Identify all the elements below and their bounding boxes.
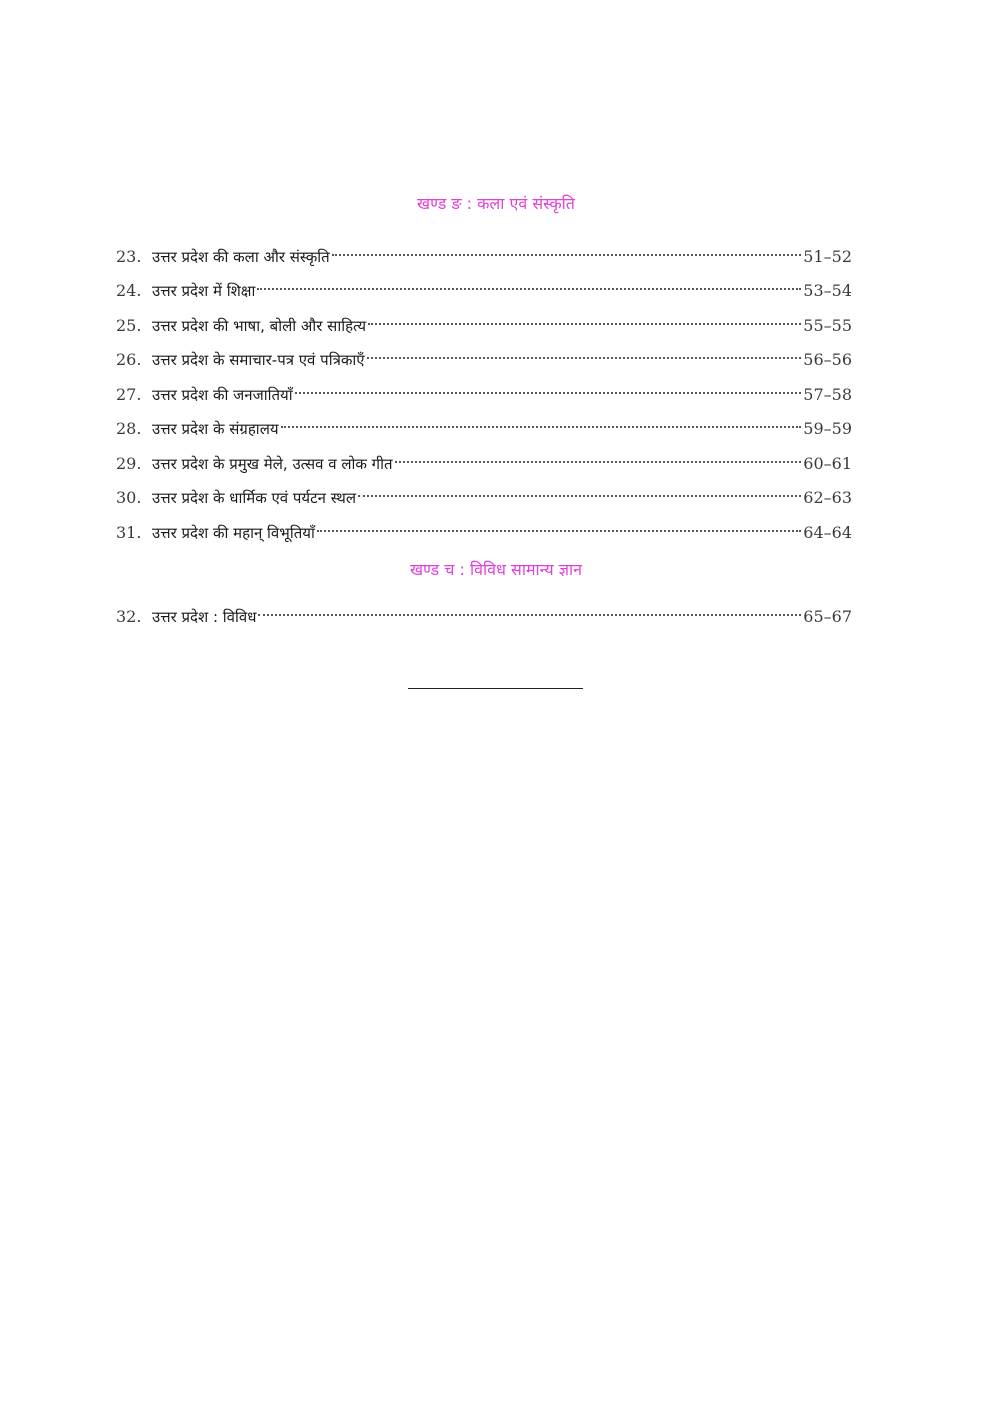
toc-entry-pages: 55–55 [803, 316, 852, 335]
toc-entry [116, 376, 852, 404]
toc-dot-leader [395, 445, 802, 469]
toc-dot-leader [258, 598, 801, 622]
toc-entry-pages: 62–63 [803, 488, 852, 507]
toc-dot-leader [281, 410, 802, 434]
toc-entry-number: 31. [116, 523, 142, 542]
toc-entry-number: 26. [116, 350, 142, 369]
toc-entry-number: 28. [116, 419, 142, 438]
toc-entry-pages: 65–67 [803, 607, 852, 626]
toc-entry [116, 307, 852, 335]
toc-entry-title: उत्तर प्रदेश की भाषा, बोली और साहित्य [152, 317, 367, 335]
toc-entry-pages: 56–56 [803, 350, 852, 369]
toc-entry-title: उत्तर प्रदेश के समाचार-पत्र एवं पत्रिकाएँ [152, 351, 365, 369]
toc-entry [116, 272, 852, 300]
toc-dot-leader [358, 479, 801, 503]
toc-dot-leader [367, 341, 802, 365]
toc-entry-pages: 59–59 [803, 419, 852, 438]
toc-entry-number: 27. [116, 385, 142, 404]
toc-entry-title: उत्तर प्रदेश के धार्मिक एवं पर्यटन स्थल [152, 489, 357, 507]
section-heading-kala-sanskriti: खण्ड ङ : कला एवं संस्कृति [417, 194, 575, 213]
toc-entry-number: 24. [116, 281, 142, 300]
toc-entry [116, 341, 852, 369]
toc-entry-title: उत्तर प्रदेश की महान् विभूतियाँ [152, 524, 315, 542]
toc-entry-title: उत्तर प्रदेश के प्रमुख मेले, उत्सव व लोक गीत [152, 455, 393, 473]
toc-entry-number: 29. [116, 454, 142, 473]
toc-entry-title: उत्तर प्रदेश : विविध [152, 608, 257, 626]
toc-entry [116, 445, 852, 473]
toc-dot-leader [332, 238, 802, 262]
toc-entry-number: 32. [116, 607, 142, 626]
toc-entry-pages: 64–64 [803, 523, 852, 542]
toc-entry [116, 479, 852, 507]
toc-entry-title: उत्तर प्रदेश के संग्रहालय [152, 420, 279, 438]
toc-entry-pages: 57–58 [803, 385, 852, 404]
toc-dot-leader [317, 514, 801, 538]
toc-entry-number: 25. [116, 316, 142, 335]
toc-entry [116, 514, 852, 542]
toc-entry-title: उत्तर प्रदेश की जनजातियाँ [152, 386, 293, 404]
toc-entry-pages: 51–52 [803, 247, 852, 266]
toc-entry [116, 410, 852, 438]
toc-entry-title: उत्तर प्रदेश की कला और संस्कृति [152, 248, 330, 266]
section-heading-vividh-samanya-gyan: खण्ड च : विविध सामान्य ज्ञान [409, 560, 583, 579]
toc-entry-pages: 60–61 [803, 454, 852, 473]
toc-entry-number: 23. [116, 247, 142, 266]
toc-dot-leader [295, 376, 802, 400]
toc-entry-title: उत्तर प्रदेश में शिक्षा [152, 282, 256, 300]
toc-entry [116, 238, 852, 266]
end-divider-line [408, 688, 583, 689]
toc-dot-leader [368, 307, 801, 331]
toc-entry-number: 30. [116, 488, 142, 507]
toc-dot-leader [257, 272, 801, 296]
toc-entry [116, 598, 852, 626]
toc-entry-pages: 53–54 [803, 281, 852, 300]
